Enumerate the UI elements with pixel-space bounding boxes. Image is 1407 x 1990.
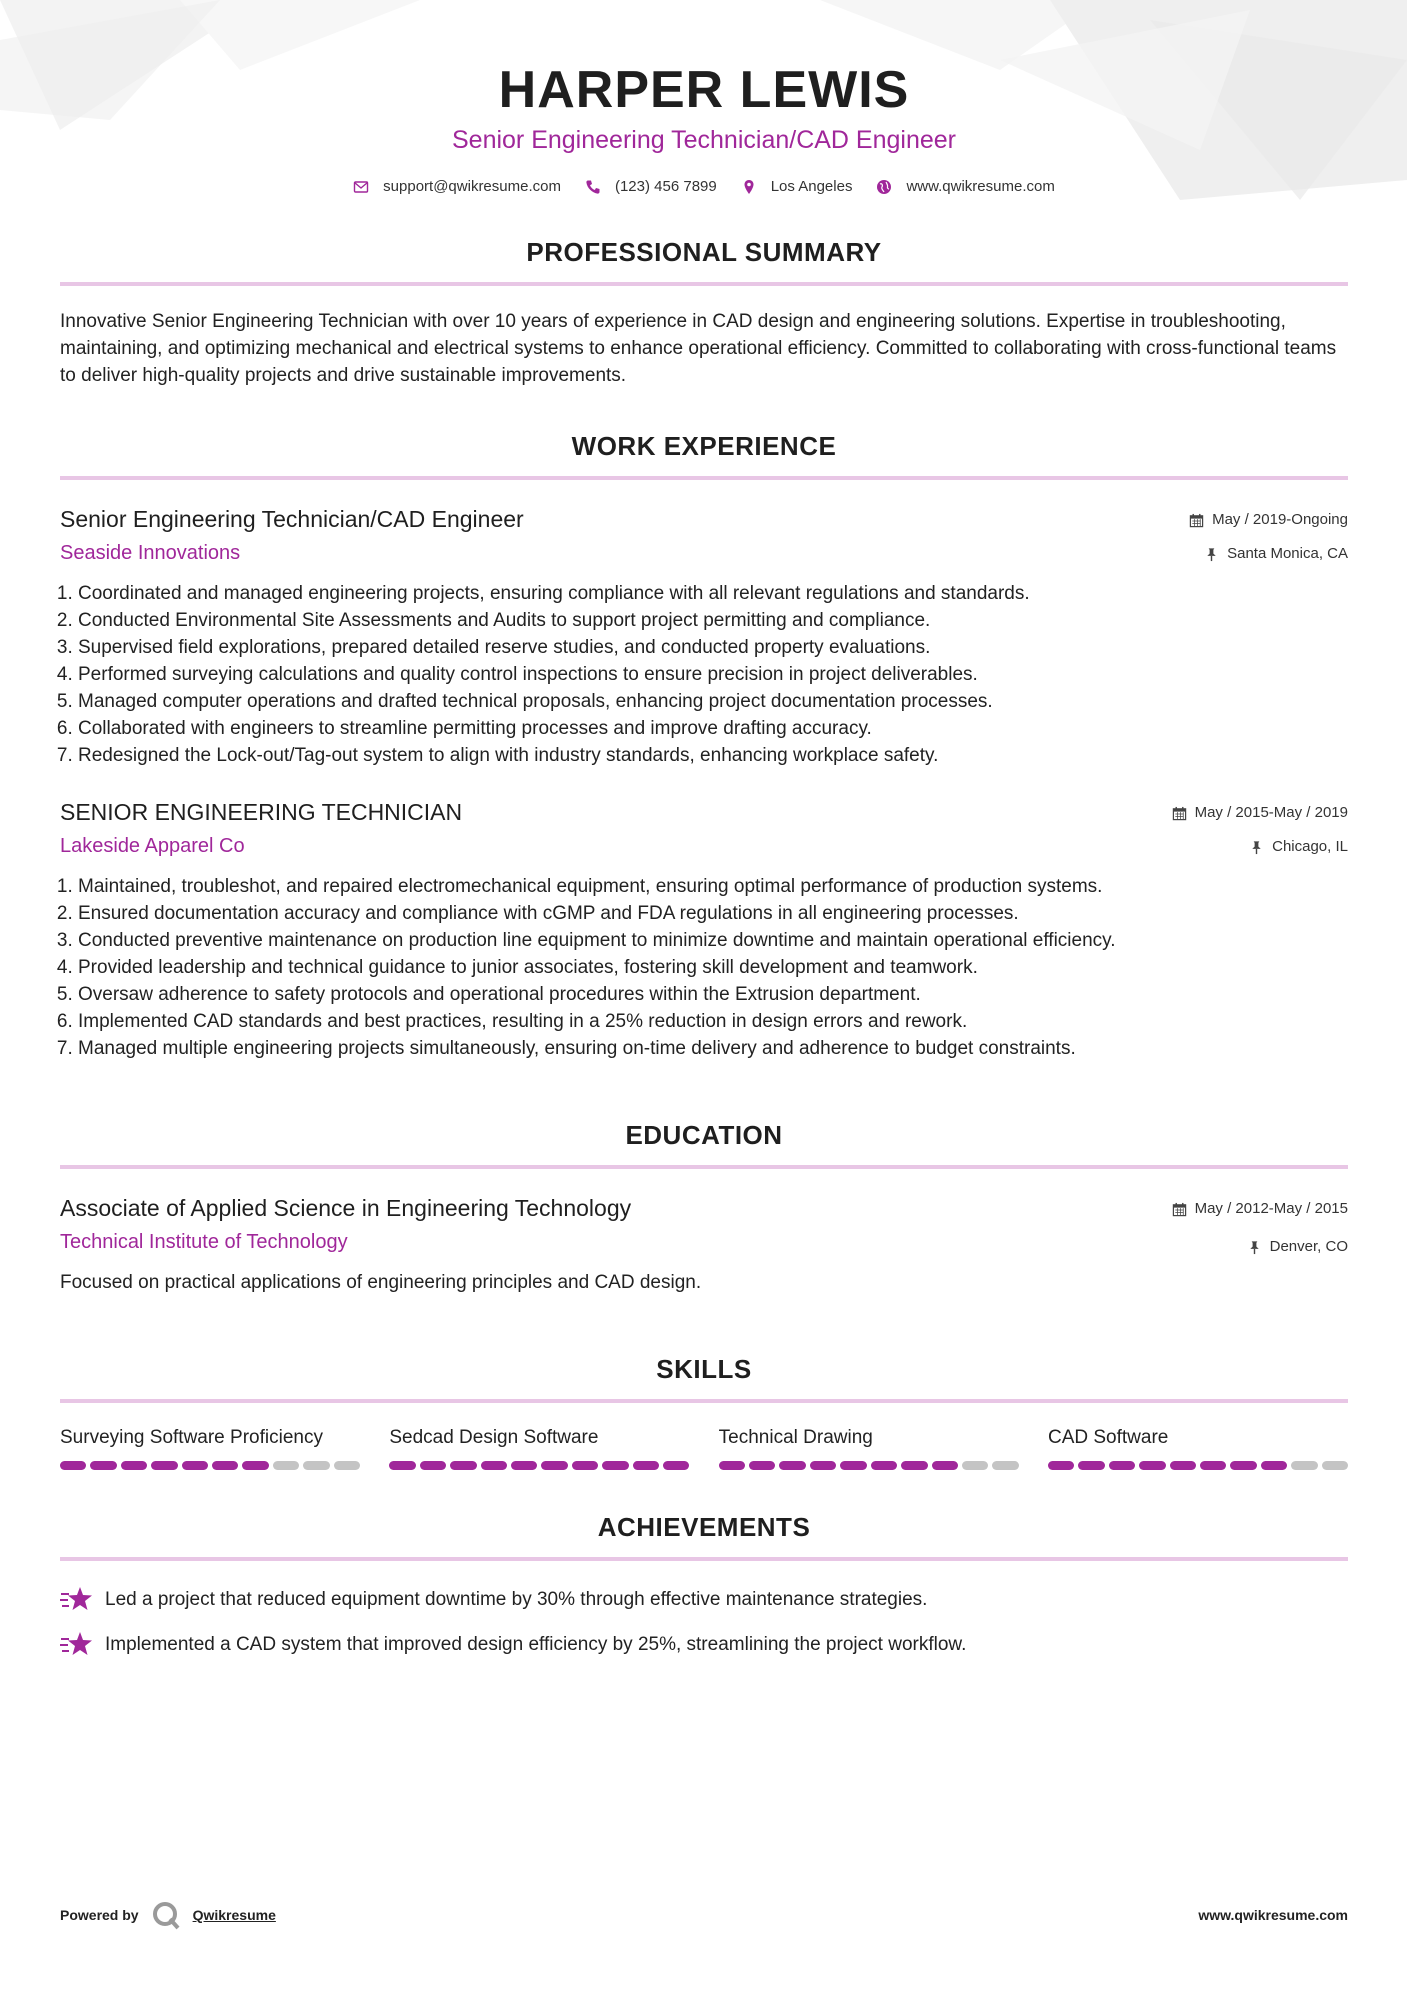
brand-link[interactable]: Qwikresume xyxy=(192,1907,276,1923)
job-bullet: 1. Maintained, troubleshot, and repaired electromechanical equipment, ensuring optimal performance of production systems. xyxy=(78,873,1348,900)
job-date-text: May / 2015-May / 2019 xyxy=(1194,804,1348,821)
job-bullet: 5. Oversaw adherence to safety protocols and operational procedures within the Extrusion department. xyxy=(78,981,1348,1008)
job-bullet: 6. Implemented CAD standards and best practices, resulting in a 25% reduction in design errors and rework. xyxy=(78,1008,1348,1035)
skill-dot xyxy=(1109,1461,1135,1470)
job-bullet: 2. Conducted Environmental Site Assessments and Audits to support project permitting and compliance. xyxy=(78,607,1348,634)
achievement-item xyxy=(60,1630,1348,1658)
job-location-text: Santa Monica, CA xyxy=(1227,545,1348,562)
skill-dot xyxy=(60,1461,86,1470)
education-date xyxy=(1172,1199,1348,1219)
skill-dot xyxy=(481,1461,507,1470)
achievements-list xyxy=(60,1585,1348,1658)
resume-header xyxy=(60,0,1348,195)
job-bullets xyxy=(60,873,1348,1062)
skill-dot xyxy=(242,1461,268,1470)
envelope-icon xyxy=(353,179,369,195)
skill-dot xyxy=(810,1461,836,1470)
education-location-text: Denver, CO xyxy=(1269,1238,1348,1255)
star-icon xyxy=(60,1585,93,1613)
education-description: Focused on practical applications of engineering principles and CAD design. xyxy=(60,1272,702,1293)
skill-dot xyxy=(1322,1461,1348,1470)
job-bullet: 6. Collaborated with engineers to streamline permitting processes and improve drafting accuracy. xyxy=(78,715,1348,742)
skill-dot xyxy=(719,1461,745,1470)
achievements-section xyxy=(60,1512,1348,1658)
experience-section xyxy=(60,431,1348,1062)
achievements-heading: ACHIEVEMENTS xyxy=(60,1512,1348,1561)
job-entry xyxy=(60,504,1348,769)
job-date xyxy=(1172,803,1348,823)
skill-name: Sedcad Design Software xyxy=(389,1427,599,1448)
job-bullet: 4. Provided leadership and technical guidance to junior associates, fostering skill development and teamwork. xyxy=(78,954,1348,981)
skill-dot xyxy=(389,1461,415,1470)
skill-dot xyxy=(511,1461,537,1470)
skill-dot xyxy=(779,1461,805,1470)
star-icon xyxy=(60,1630,93,1658)
location-text: Los Angeles xyxy=(770,178,853,195)
candidate-title: Senior Engineering Technician/CAD Engineer xyxy=(451,126,957,154)
skill-dot xyxy=(303,1461,329,1470)
phone-text: (123) 456 7899 xyxy=(614,178,717,195)
skill-rating xyxy=(1048,1461,1348,1470)
map-pin-icon xyxy=(741,179,757,195)
email-text: support@qwikresume.com xyxy=(383,178,561,195)
pushpin-icon xyxy=(1247,1240,1262,1255)
company-name: Seaside Innovations xyxy=(60,542,241,564)
skill-dot xyxy=(749,1461,775,1470)
skill-dot xyxy=(602,1461,628,1470)
skill-dot xyxy=(182,1461,208,1470)
job-bullet: 3. Conducted preventive maintenance on production line equipment to minimize downtime and maintain operational efficiency. xyxy=(78,927,1348,954)
skill-dot xyxy=(450,1461,476,1470)
job-bullet: 7. Redesigned the Lock-out/Tag-out system to align with industry standards, enhancing workplace safety. xyxy=(78,742,1348,769)
powered-by-label: Powered by xyxy=(60,1907,139,1923)
education-section xyxy=(60,1120,1348,1296)
website-text: www.qwikresume.com xyxy=(906,178,1055,195)
resume-page xyxy=(60,0,1348,1675)
qwikresume-logo-icon xyxy=(151,1900,181,1930)
skill-dot xyxy=(90,1461,116,1470)
degree-title: Associate of Applied Science in Engineering Technology xyxy=(60,1195,632,1221)
skill-dot xyxy=(572,1461,598,1470)
job-entry xyxy=(60,797,1348,1062)
skill-item xyxy=(60,1425,360,1470)
page-footer xyxy=(60,1900,1348,1930)
skill-dot xyxy=(1261,1461,1287,1470)
job-location xyxy=(1189,544,1348,564)
skills-heading: SKILLS xyxy=(60,1354,1348,1403)
skill-dot xyxy=(1200,1461,1226,1470)
pushpin-icon xyxy=(1204,547,1219,562)
candidate-name: HARPER LEWIS xyxy=(498,61,910,119)
skill-dot xyxy=(992,1461,1018,1470)
skill-dot xyxy=(151,1461,177,1470)
powered-by xyxy=(60,1900,276,1930)
achievement-text: Led a project that reduced equipment downtime by 30% through effective maintenance strategies. xyxy=(105,1588,928,1610)
skill-dot xyxy=(273,1461,299,1470)
achievement-text: Implemented a CAD system that improved design efficiency by 25%, streamlining the project workflow. xyxy=(105,1633,967,1655)
school-name: Technical Institute of Technology xyxy=(60,1231,348,1253)
job-bullet: 5. Managed computer operations and drafted technical proposals, enhancing project documentation processes. xyxy=(78,688,1348,715)
job-bullet: 2. Ensured documentation accuracy and compliance with cGMP and FDA regulations in all engineering processes. xyxy=(78,900,1348,927)
skill-dot xyxy=(840,1461,866,1470)
summary-heading: PROFESSIONAL SUMMARY xyxy=(60,237,1348,286)
job-title: SENIOR ENGINEERING TECHNICIAN xyxy=(60,799,463,825)
contact-website[interactable] xyxy=(876,178,1054,195)
company-name: Lakeside Apparel Co xyxy=(60,835,245,857)
education-location xyxy=(1172,1237,1348,1257)
job-bullet: 7. Managed multiple engineering projects simultaneously, ensuring on-time delivery and adherence to budget constraints. xyxy=(78,1035,1348,1062)
skill-name: Technical Drawing xyxy=(718,1427,873,1448)
job-bullets xyxy=(60,580,1348,769)
globe-icon xyxy=(876,179,892,195)
skill-dot xyxy=(1048,1461,1074,1470)
job-bullet: 1. Coordinated and managed engineering projects, ensuring compliance with all relevant regulations and standards. xyxy=(78,580,1348,607)
skill-dot xyxy=(212,1461,238,1470)
skill-item xyxy=(719,1425,1019,1470)
experience-heading: WORK EXPERIENCE xyxy=(60,431,1348,480)
skill-item xyxy=(1048,1425,1348,1470)
skill-dot xyxy=(932,1461,958,1470)
skill-dot xyxy=(871,1461,897,1470)
skill-dot xyxy=(541,1461,567,1470)
job-bullet: 4. Performed surveying calculations and quality control inspections to ensure precision in project deliverables. xyxy=(78,661,1348,688)
achievement-item xyxy=(60,1585,1348,1613)
calendar-icon xyxy=(1172,1202,1187,1217)
skill-dot xyxy=(962,1461,988,1470)
skill-dot xyxy=(901,1461,927,1470)
calendar-icon xyxy=(1172,806,1187,821)
skill-rating xyxy=(389,1461,689,1470)
job-location-text: Chicago, IL xyxy=(1272,838,1348,855)
skill-dot xyxy=(663,1461,689,1470)
skill-dot xyxy=(1170,1461,1196,1470)
calendar-icon xyxy=(1189,513,1204,528)
summary-section xyxy=(60,237,1348,389)
job-date xyxy=(1189,510,1348,530)
summary-text: Innovative Senior Engineering Technician with over 10 years of experience in CAD design and engineering solutions. Expertise in troubleshooting, maintaining, and optimizing mechanical and electrical systems to enhance operational efficiency. Committed to collaborating with cross-functional teams to deliver high-quality projects and drive sustainable improvements. xyxy=(60,311,1337,386)
phone-icon xyxy=(585,179,601,195)
education-heading: EDUCATION xyxy=(60,1120,1348,1169)
contact-phone[interactable] xyxy=(585,178,717,195)
skill-dot xyxy=(1291,1461,1317,1470)
job-title: Senior Engineering Technician/CAD Engineer xyxy=(60,506,524,532)
skills-list xyxy=(60,1425,1348,1470)
skill-dot xyxy=(121,1461,147,1470)
skill-dot xyxy=(1230,1461,1256,1470)
education-entry xyxy=(60,1193,1348,1296)
job-location xyxy=(1172,837,1348,857)
skill-name: CAD Software xyxy=(1047,1427,1169,1448)
contact-bar xyxy=(60,178,1348,195)
contact-email[interactable] xyxy=(353,178,561,195)
skill-name: Surveying Software Proficiency xyxy=(60,1427,323,1448)
skill-dot xyxy=(1139,1461,1165,1470)
skill-item xyxy=(389,1425,689,1470)
skill-dot xyxy=(334,1461,360,1470)
footer-website-link[interactable]: www.qwikresume.com xyxy=(1198,1907,1348,1923)
education-date-text: May / 2012-May / 2015 xyxy=(1194,1200,1348,1217)
skill-rating xyxy=(719,1461,1019,1470)
pushpin-icon xyxy=(1249,840,1264,855)
job-bullet: 3. Supervised field explorations, prepared detailed reserve studies, and conducted property evaluations. xyxy=(78,634,1348,661)
skill-dot xyxy=(633,1461,659,1470)
job-date-text: May / 2019-Ongoing xyxy=(1212,511,1348,528)
skill-dot xyxy=(420,1461,446,1470)
skill-rating xyxy=(60,1461,360,1470)
skill-dot xyxy=(1078,1461,1104,1470)
skills-section xyxy=(60,1354,1348,1470)
contact-location xyxy=(741,178,853,195)
